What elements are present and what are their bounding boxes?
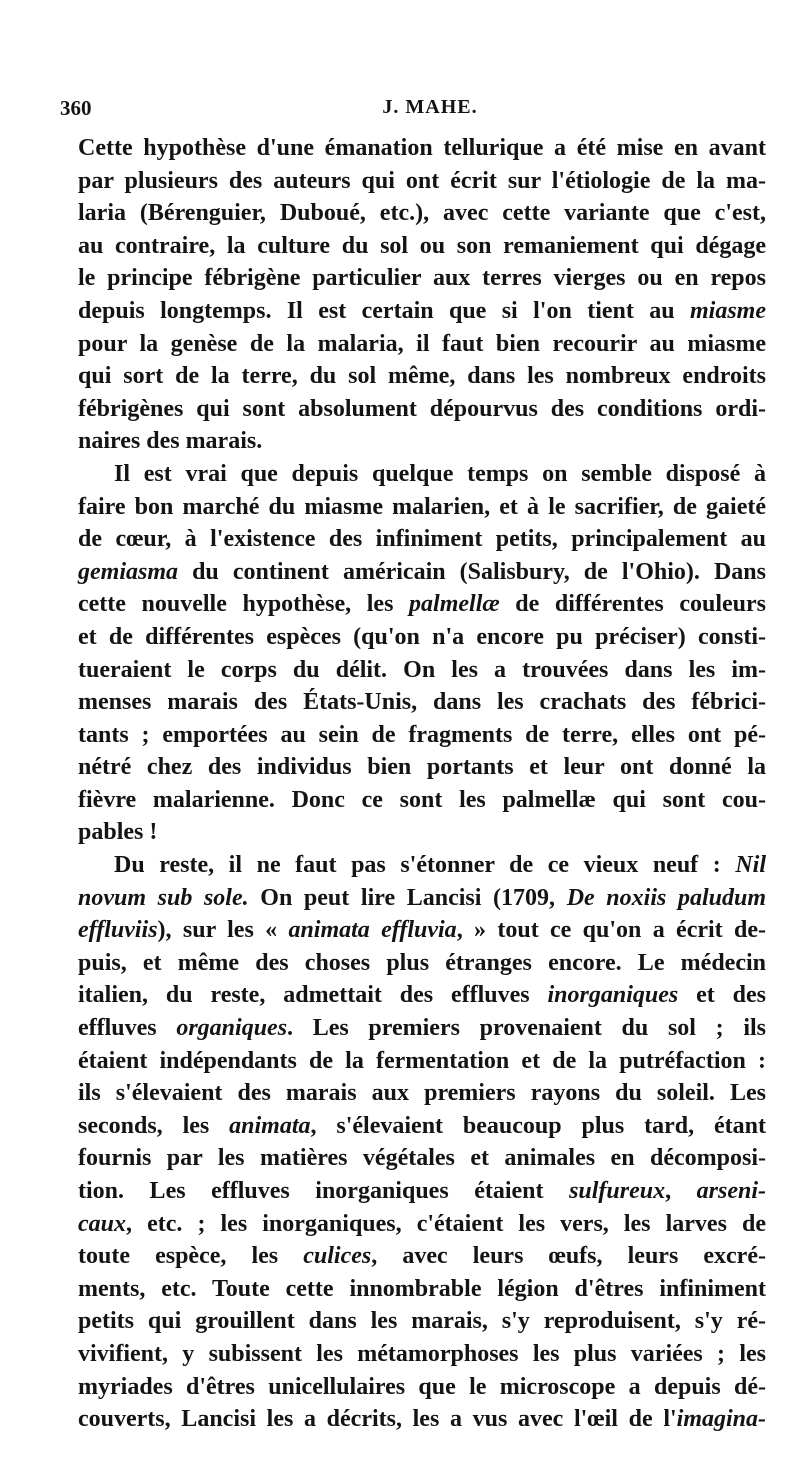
text-segment: fournis par les matières végétales et animales en décomposi- — [78, 1145, 766, 1172]
text-line — [78, 816, 766, 849]
text-line — [78, 882, 766, 915]
text-line — [78, 132, 766, 165]
text-segment: ments, etc. Toute cette innombrable légion d'êtres infiniment — [78, 1275, 766, 1302]
text-line — [78, 165, 766, 198]
italic-text: inorganiques — [547, 982, 679, 1009]
text-segment: couverts, Lancisi les a décrits, les a vus avec l'œil de l' — [78, 1406, 677, 1433]
text-line — [78, 686, 766, 719]
text-segment: seconds, les — [78, 1112, 230, 1139]
text-segment: faire bon marché du miasme malarien, et à le sacrifier, de gaieté — [78, 493, 766, 520]
running-head: J. MAHE. — [382, 96, 478, 118]
text-line — [78, 1045, 766, 1078]
text-line — [78, 1012, 766, 1045]
text-segment: le principe fébrigène particulier aux terres vierges ou en repos — [78, 265, 766, 292]
italic-text: imagina- — [676, 1406, 766, 1433]
text-line — [78, 556, 766, 589]
text-line — [78, 914, 766, 947]
italic-text: effluviis — [78, 917, 158, 944]
text-line — [78, 654, 766, 687]
text-segment: , s'élevaient beaucoup plus tard, étant — [310, 1112, 767, 1139]
text-segment: et des — [678, 982, 766, 1009]
italic-text: arseni- — [696, 1178, 766, 1204]
text-segment: fièvre malarienne. Donc ce sont les palmellæ qui sont cou- — [78, 786, 766, 813]
page-number: 360 — [60, 96, 92, 120]
text-line — [78, 1240, 766, 1273]
text-line — [78, 621, 766, 654]
text-segment: toute espèce, les — [78, 1243, 304, 1270]
text-segment: petits qui grouillent dans les marais, s'y reproduisent, s'y ré- — [78, 1308, 766, 1335]
text-segment: ils s'élevaient des marais aux premiers rayons du soleil. Les — [78, 1080, 766, 1107]
text-segment: myriades d'êtres unicellulaires que le microscope a depuis dé- — [78, 1373, 766, 1400]
text-line — [78, 1338, 766, 1371]
text-segment: , — [665, 1178, 697, 1204]
text-segment: effluves — [78, 1015, 177, 1042]
text-segment: nétré chez des individus bien portants et leur ont donné la — [78, 754, 766, 781]
italic-text: gemiasma — [78, 558, 178, 585]
italic-text: sulfureux — [569, 1178, 666, 1204]
italic-text: novum sub sole. — [78, 884, 249, 911]
text-line — [78, 295, 766, 328]
text-line — [78, 328, 766, 361]
text-line — [78, 588, 766, 621]
text-line — [78, 458, 766, 491]
text-segment: Du reste, il ne faut pas s'étonner de ce vieux neuf : — [114, 852, 736, 879]
text-segment: au contraire, la culture du sol ou son remaniement qui dégage — [78, 232, 766, 259]
text-segment: italien, du reste, admettait des effluves — [78, 982, 548, 1009]
text-segment: On peut lire Lancisi (1709, — [248, 884, 567, 911]
text-line — [78, 197, 766, 230]
text-segment: laria (Bérenguier, Duboué, etc.), avec cette variante que c'est, — [78, 200, 766, 227]
text-segment: , etc. ; les inorganiques, c'étaient les vers, les larves de — [126, 1210, 766, 1237]
text-segment: vivifient, y subissent les métamorphoses les plus variées ; les — [78, 1340, 766, 1367]
text-line — [78, 262, 766, 295]
text-line — [78, 1273, 766, 1306]
text-line — [78, 230, 766, 263]
text-line — [78, 523, 766, 556]
text-line — [78, 719, 766, 752]
text-segment: de différentes couleurs — [499, 591, 767, 618]
page-header — [60, 96, 760, 128]
body-text — [78, 132, 766, 1436]
text-segment: depuis longtemps. Il est certain que si l'on tient au — [78, 297, 690, 324]
text-line — [78, 947, 766, 980]
text-segment: Il est vrai que depuis quelque temps on semble disposé à — [114, 460, 766, 487]
text-line — [78, 1077, 766, 1110]
text-segment: cette nouvelle hypothèse, les — [78, 591, 410, 618]
text-segment: fébrigènes qui sont absolument dépourvus des conditions ordi- — [78, 395, 766, 422]
text-line — [78, 784, 766, 817]
text-segment: ), sur les « — [157, 917, 289, 944]
italic-text: palmellæ — [409, 591, 500, 618]
text-segment: Cette hypothèse d'une émanation tellurique a été mise en avant — [78, 135, 766, 161]
text-segment: menses marais des États-Unis, dans les crachats des fébrici- — [78, 689, 766, 716]
text-line — [78, 425, 766, 458]
italic-text: animata — [229, 1112, 311, 1139]
text-segment: tion. Les effluves inorganiques étaient — [78, 1178, 570, 1204]
italic-text: miasme — [690, 297, 766, 324]
text-segment: de cœur, à l'existence des infiniment petits, principalement au — [78, 526, 766, 553]
italic-text: organiques — [176, 1015, 288, 1042]
text-line — [78, 393, 766, 426]
text-line — [78, 1110, 766, 1143]
text-segment: et de différentes espèces (qu'on n'a encore pu préciser) consti- — [78, 623, 766, 650]
text-segment: tants ; emportées au sein de fragments de terre, elles ont pé- — [78, 721, 766, 748]
italic-text: De noxiis paludum — [566, 884, 766, 911]
text-segment: par plusieurs des auteurs qui ont écrit sur l'étiologie de la ma- — [78, 167, 766, 194]
text-segment: . Les premiers provenaient du sol ; ils — [287, 1015, 766, 1042]
italic-text: animata effluvia — [288, 917, 457, 944]
text-segment: tueraient le corps du délit. On les a trouvées dans les im- — [78, 656, 766, 683]
text-segment: pour la genèse de la malaria, il faut bien recourir au miasme — [78, 330, 766, 357]
text-segment: , » tout ce qu'on a écrit de- — [456, 917, 766, 944]
text-segment: qui sort de la terre, du sol même, dans les nombreux endroits — [78, 363, 766, 390]
text-segment: naires des marais. — [78, 428, 263, 455]
text-line — [78, 751, 766, 784]
text-line — [78, 1208, 766, 1241]
italic-text: caux — [78, 1210, 126, 1237]
text-line — [78, 1371, 766, 1404]
text-segment: étaient indépendants de la fermentation et de la putréfaction : — [78, 1047, 766, 1074]
text-segment: du continent américain (Salisbury, de l'Ohio). Dans — [178, 558, 766, 585]
text-line — [78, 1175, 766, 1208]
italic-text: Nil — [735, 852, 766, 879]
text-line — [78, 1305, 766, 1338]
text-line — [78, 979, 766, 1012]
text-line — [78, 491, 766, 524]
text-line — [78, 849, 766, 882]
italic-text: culices — [303, 1243, 372, 1270]
text-segment: pables ! — [78, 819, 158, 846]
text-line — [78, 1403, 766, 1436]
text-line — [78, 1142, 766, 1175]
text-line — [78, 360, 766, 393]
text-segment: , avec leurs œufs, leurs excré- — [371, 1243, 766, 1270]
text-segment: puis, et même des choses plus étranges encore. Le médecin — [78, 949, 766, 976]
